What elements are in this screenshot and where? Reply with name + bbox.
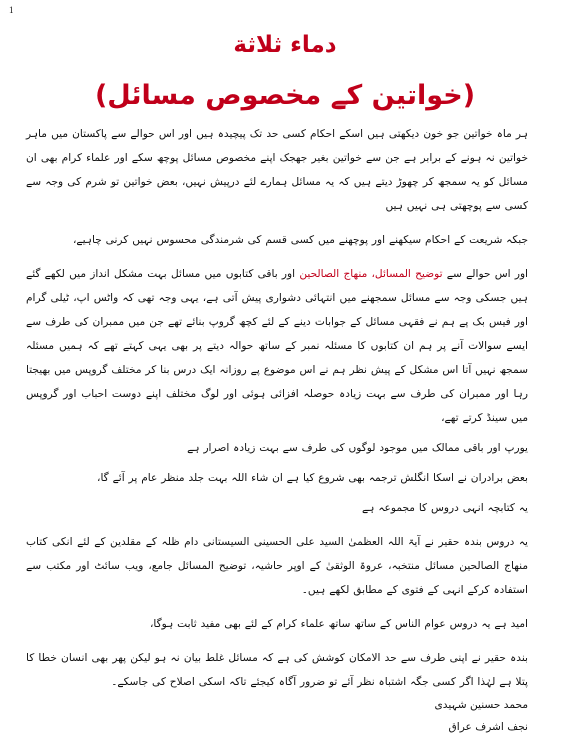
- author-location: نجف اشرف عراق: [448, 721, 528, 733]
- page-subtitle: (خواتین کے مخصوص مسائل): [94, 80, 476, 111]
- paragraph-sources: یہ دروس بندہ حقیر نے آیۃ اللہ العظمیٰ السید علی الحسینی السیستانی دام ظلہ کے مقلدین کے لئے انکی کتاب منھاج الصالحین مسائل منتخبہ، عروۃ الوثقیٰ کے اوپر حاشیہ، توضیح المسائل جامع، ویب سائٹ اور مکتب سے استفادہ کرکے انہی کے فتوی کے مطابق لکھے ہیں۔: [26, 536, 528, 596]
- author-name: محمد حسنین شہیدی: [434, 699, 528, 711]
- paragraph-background-rest: اور باقی کتابوں میں مسائل بہت مشکل انداز میں لکھے گئے ہیں جسکی وجہ سے مسائل سمجھنے میں انتہائی دشواری پیش آتی ہے، یہی وجہ تھی کہ واٹس اپ، ٹیلی گرام اور فیس بک پے ہم نے فقہی مسائل کے جوابات دینے کے لئے کچھ گروپ بنائے تھے جن میں ممبران کی طرف سے ایسے سوالات آنے پر ہم ان کتابوں کا مسئلہ نمبر کے ساتھ حوالہ دیتے پر بھی یہی کہتے تھے کہ ہمیں مسئلہ سمجھ نہیں آتا اس مشکل کے پیش نظر ہم نے اس موضوع پے روزانہ ایک درس بنا کر مختلف گروپس میں بھیجتا رہا اور ممبران کی طرف سے بہت زیادہ حوصلہ افزائی ہوئی اور لوگ مختلف اپنے دوست احباب اور گروپس میں سینڈ کرتے تھے،: [26, 268, 528, 424]
- referenced-books: توضیح المسائل، منھاج الصالحین: [299, 268, 443, 280]
- paragraph-background: [26, 262, 528, 430]
- document-body: [26, 122, 528, 738]
- paragraph-europe: یورپ اور باقی ممالک میں موجود لوگوں کی طرف سے بہت زیادہ اصرار ہے: [187, 442, 528, 454]
- paragraph-intro: ہر ماہ خواتین جو خون دیکھتی ہیں اسکے احکام کسی حد تک پیچیدہ ہیں اور اس حوالے سے پاکستان میں ماہر خواتین نہ ہونے کے برابر ہے جن سے خواتین بغیر جھجک اپنے مخصوص مسائل پوچھ سکے اور علماء کرام بھی ان مسائل کو یہ سمجھ کر چھوڑ دیتے ہیں کہ یہ مسائل ہمارے لئے درپیش نہیں، بعض خواتین تو شرم کی وجہ سے کسی سے پوچھتی ہی نہیں ہیں: [26, 128, 528, 212]
- page-number: 1: [9, 5, 14, 15]
- page-title: دماء ثلاثة: [233, 32, 337, 58]
- paragraph-shariah: جبکہ شریعت کے احکام سیکھنے اور پوچھنے میں کسی قسم کی شرمندگی محسوس نہیں کرنی چاہیے،: [72, 234, 528, 246]
- paragraph-background-start: اور اس حوالے سے: [446, 268, 528, 280]
- paragraph-translation: بعض برادران نے اسکا انگلش ترجمہ بھی شروع کیا ہے ان شاء اللہ بہت جلد منظر عام پر آئے گا،: [97, 472, 528, 484]
- paragraph-correction: بندہ حقیر نے اپنی طرف سے حد الامکان کوشش کی ہے کہ مسائل غلط بیان نہ ہو لیکن پھر بھی انسان خطا کا پتلا ہے لہٰذا اگر کسی جگہ اشتباہ نظر آئے تو ضرور آگاہ کیجئے تاکہ اسکی اصلاح کی جاسکے۔: [26, 652, 528, 688]
- paragraph-collection: یہ کتابچہ انہی دروس کا مجموعہ ہے: [362, 502, 528, 514]
- paragraph-hope: امید ہے یہ دروس عوام الناس کے ساتھ ساتھ علماء کرام کے لئے بھی مفید ثابت ہوگا،: [149, 618, 528, 630]
